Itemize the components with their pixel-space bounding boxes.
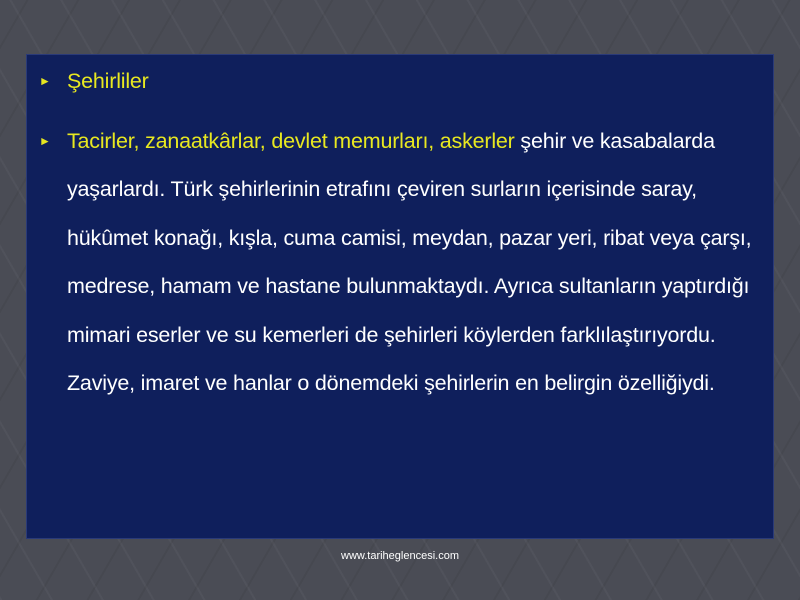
paragraph-highlight: Tacirler, zanaatkârlar, devlet memurları, askerler <box>67 129 515 153</box>
paragraph-body: şehir ve kasabalarda yaşarlardı. Türk şehirlerinin etrafını çeviren surların içerisinde saray, hükûmet konağı, kışla, cuma camisi, meydan, pazar yeri, ribat veya çarşı, medrese, hamam ve hastane bulunmaktaydı. Ayrıca sultanların yaptırdığı mimari eserler ve su kemerleri de şehirleri köylerden farklılaştırıyordu. Zaviye, imaret ve hanlar o dönemdeki şehirlerin en belirgin özelliğiydi. <box>67 129 752 396</box>
slide-content-panel <box>26 54 774 539</box>
bullet-arrow-icon: ► <box>39 134 51 148</box>
bullet-arrow-icon: ► <box>39 74 51 88</box>
heading-text: Şehirliler <box>67 69 149 93</box>
footer-url: www.tariheglencesi.com <box>341 550 459 562</box>
bullet-heading <box>37 68 762 94</box>
paragraph-text <box>67 117 762 407</box>
bullet-paragraph <box>37 117 762 407</box>
